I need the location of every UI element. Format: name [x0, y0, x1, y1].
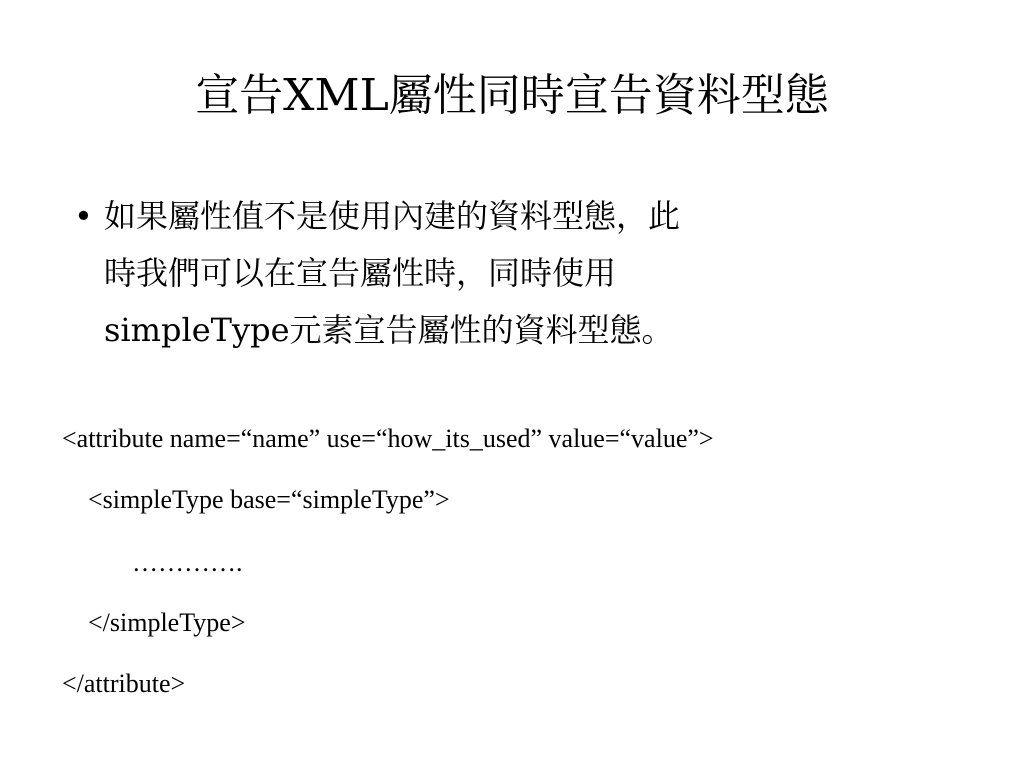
code-line-attribute-open: <attribute name=“name” use=“how_its_used” value=“value”> — [62, 424, 714, 453]
bullet-text-line-1: 如果屬性值不是使用內建的資料型態，此 — [104, 197, 681, 235]
bullet-paragraph — [74, 188, 954, 359]
bullet-line-2 — [74, 245, 954, 302]
slide-title: 宣告XML屬性同時宣告資料型態 — [195, 70, 829, 121]
bullet-marker: • — [74, 197, 93, 235]
code-line-ellipsis: …………. — [132, 548, 243, 577]
bullet-text-line-2: 時我們可以在宣告屬性時，同時使用 — [104, 254, 617, 292]
code-line-attribute-close: </attribute> — [62, 669, 186, 698]
bullet-text-line-3: simpleType元素宣告屬性的資料型態。 — [104, 311, 674, 349]
code-line-simpletype-open: <simpleType base=“simpleType”> — [88, 485, 450, 514]
bullet-line-1 — [74, 188, 954, 245]
code-line-simpletype-close: </simpleType> — [88, 608, 246, 637]
bullet-line-3 — [74, 302, 954, 359]
